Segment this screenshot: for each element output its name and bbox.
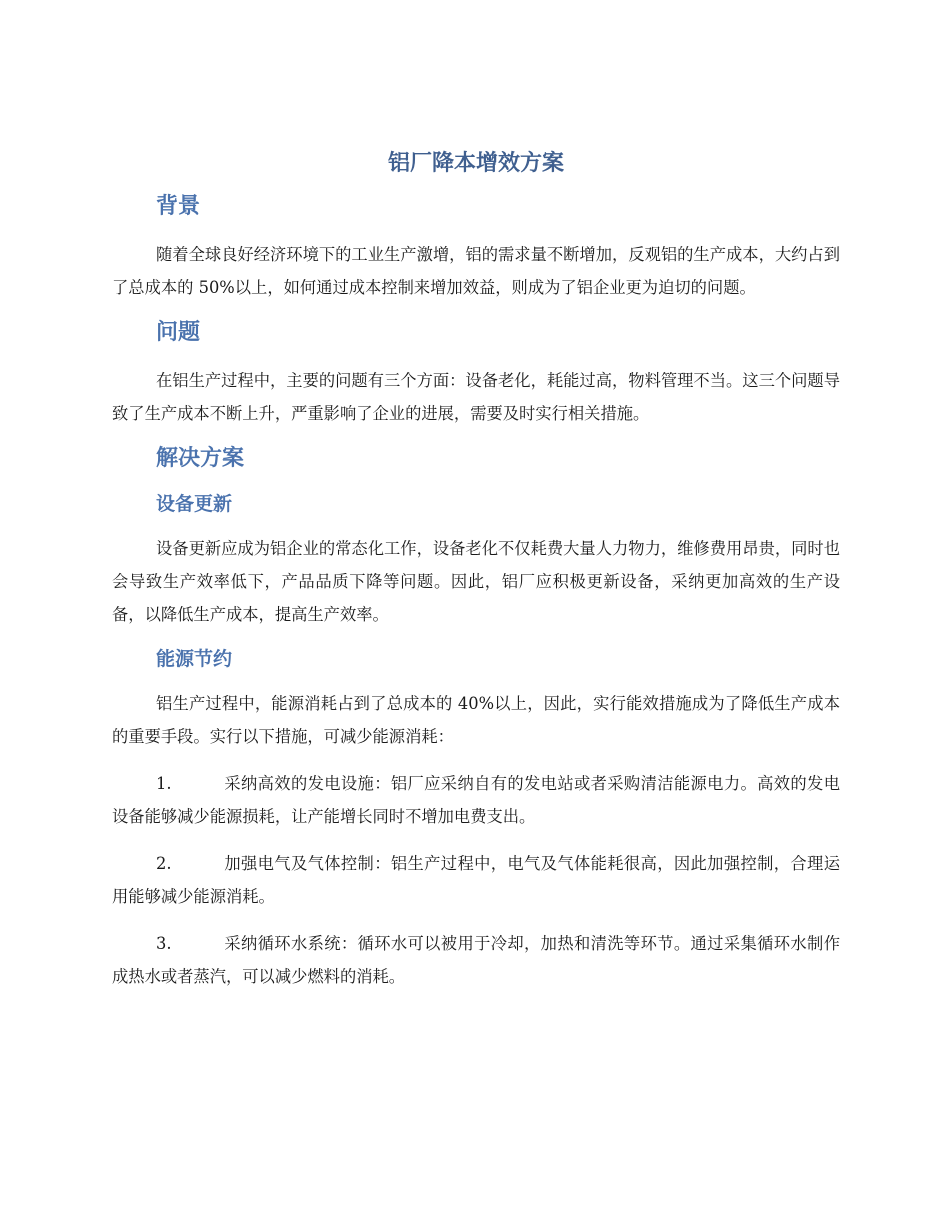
equipment-paragraph: 设备更新应成为铝企业的常态化工作，设备老化不仅耗费大量人力物力，维修费用昂贵，同时也会导致生产效率低下，产品品质下降等问题。因此，铝厂应积极更新设备，采纳更加高效的生产设备，以降低生产成本，提高生产效率。	[112, 539, 840, 624]
list-number: 3.	[156, 934, 172, 953]
list-text: 采纳循环水系统：循环水可以被用于冷却，加热和清洗等环节。通过采集循环水制作成热水或者蒸汽，可以减少燃料的消耗。	[112, 934, 840, 986]
list-text: 加强电气及气体控制：铝生产过程中，电气及气体能耗很高，因此加强控制，合理运用能够减少能源消耗。	[112, 854, 840, 906]
section-heading-background: 背景	[156, 194, 201, 219]
document-page	[112, 148, 840, 1007]
section-heading-problem: 问题	[156, 320, 201, 345]
problem-paragraph: 在铝生产过程中，主要的问题有三个方面：设备老化，耗能过高，物料管理不当。这三个问题导致了生产成本不断上升，严重影响了企业的进展，需要及时实行相关措施。	[112, 371, 840, 423]
section-heading-solution: 解决方案	[156, 446, 245, 471]
subsection-heading-energy: 能源节约	[156, 648, 233, 670]
subsection-heading-equipment: 设备更新	[156, 493, 233, 515]
background-paragraph: 随着全球良好经济环境下的工业生产激增，铝的需求量不断增加，反观铝的生产成本，大约占到了总成本的 50%以上，如何通过成本控制来增加效益，则成为了铝企业更为迫切的问题。	[112, 245, 840, 297]
list-item	[112, 847, 840, 913]
list-number: 1.	[156, 774, 172, 793]
list-number: 2.	[156, 854, 172, 873]
document-title: 铝厂降本增效方案	[387, 151, 564, 176]
list-text: 采纳高效的发电设施：铝厂应采纳自有的发电站或者采购清洁能源电力。高效的发电设备能够减少能源损耗，让产能增长同时不增加电费支出。	[112, 774, 840, 826]
list-item	[112, 927, 840, 993]
list-item	[112, 767, 840, 833]
energy-paragraph: 铝生产过程中，能源消耗占到了总成本的 40%以上，因此，实行能效措施成为了降低生产成本的重要手段。实行以下措施，可减少能源消耗：	[112, 694, 840, 746]
